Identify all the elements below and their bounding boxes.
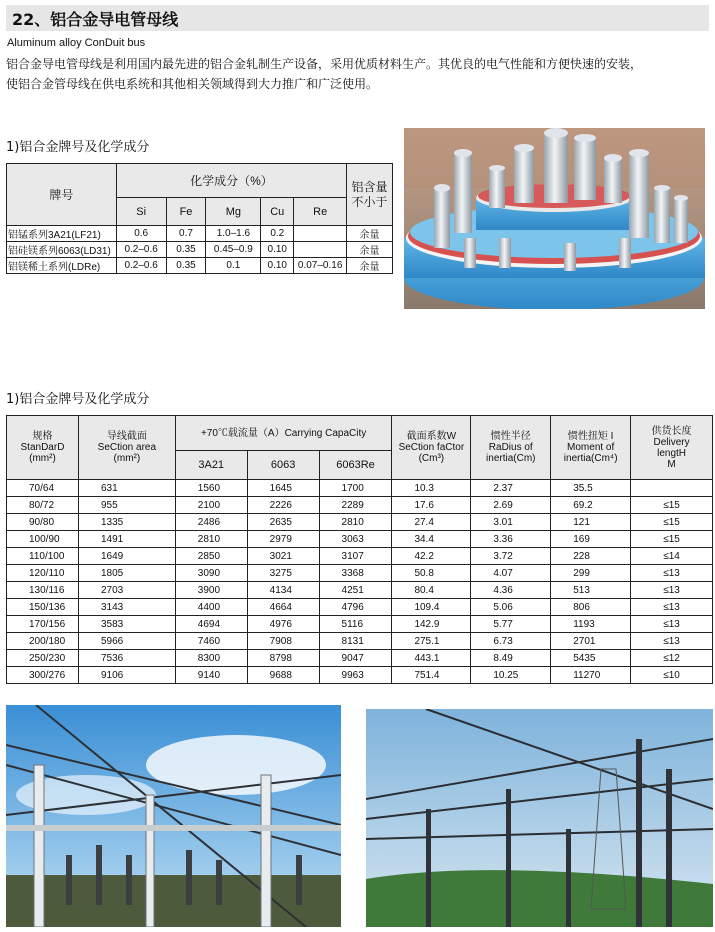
m-header-en: Moment of [567, 442, 615, 453]
table-row [7, 480, 713, 497]
area-value: 1335 [78, 514, 175, 531]
current-3a21: 3090 [175, 565, 247, 582]
radius-value: 2.69 [471, 497, 551, 514]
page-title: 22、铝合金导电管母线 [12, 9, 179, 29]
current-6063re: 1700 [319, 480, 392, 497]
radius-value: 5.06 [471, 599, 551, 616]
radius-value: 10.25 [471, 667, 551, 684]
current-6063re: 9047 [319, 650, 392, 667]
table-row [7, 650, 713, 667]
delivery-length-value: ≤13 [631, 565, 713, 582]
current-6063: 2635 [247, 514, 319, 531]
table-row [7, 497, 713, 514]
section-factor-value: 10.3 [392, 480, 471, 497]
si-value: 0.6 [116, 226, 166, 242]
current-6063re: 9963 [319, 667, 392, 684]
d-header-en: Delivery [653, 436, 690, 448]
conduit-display-photo [404, 128, 705, 309]
d-header-unit: M [667, 458, 676, 470]
radius-value: 2.37 [471, 480, 551, 497]
m-header-unit: inertia(Cm⁴) [563, 453, 618, 464]
std-value: 80/72 [7, 497, 79, 514]
re-value [294, 242, 347, 258]
current-6063re: 5116 [319, 616, 392, 633]
table-row [7, 565, 713, 582]
moment-value: 169 [551, 531, 631, 548]
delivery-length-value: ≤12 [631, 650, 713, 667]
std-value: 110/100 [7, 548, 79, 565]
std-value: 250/230 [7, 650, 79, 667]
current-6063: 3275 [247, 565, 319, 582]
r-header-cn: 惯性半径 [490, 431, 531, 442]
section-factor-header [392, 416, 471, 480]
delivery-length-value: ≤13 [631, 633, 713, 650]
table-row [7, 582, 713, 599]
delivery-header [631, 416, 713, 480]
current-6063re: 2289 [319, 497, 392, 514]
area-value: 5966 [78, 633, 175, 650]
delivery-length-value: ≤13 [631, 599, 713, 616]
current-3a21: 3900 [175, 582, 247, 599]
std-value: 300/276 [7, 667, 79, 684]
current-6063: 7908 [247, 633, 319, 650]
section-factor-value: 34.4 [392, 531, 471, 548]
col-6063: 6063 [247, 451, 319, 480]
area-value: 1491 [78, 531, 175, 548]
delivery-length-value: ≤15 [631, 497, 713, 514]
element-fe: Fe [166, 198, 206, 226]
area-header-cn: 导线截面 [106, 431, 147, 442]
moment-value: 513 [551, 582, 631, 599]
delivery-length-value: ≤10 [631, 667, 713, 684]
radius-header [471, 416, 551, 480]
moment-value: 2701 [551, 633, 631, 650]
al-header-line1: 铝含量 [351, 179, 388, 194]
std-header-en: StanDarD [20, 442, 65, 453]
current-header: +70℃载流量（A）Carrying CapaCity [175, 416, 392, 451]
std-header-cn: 规格 [32, 431, 53, 442]
moment-value: 1193 [551, 616, 631, 633]
intro-line-1: 铝合金导电管母线是利用国内最先进的铝合金轧制生产设备，采用优质材料生产。其优良的电气性能和方便快速的安装， [6, 57, 643, 71]
current-6063re: 4251 [319, 582, 392, 599]
table-row [7, 599, 713, 616]
mg-value: 0.1 [206, 258, 261, 274]
table-row [7, 226, 393, 242]
element-cu: Cu [261, 198, 294, 226]
std-value: 130/116 [7, 582, 79, 599]
std-value: 70/64 [7, 480, 79, 497]
table-row [7, 616, 713, 633]
section-factor-value: 42.2 [392, 548, 471, 565]
col-3a21: 3A21 [175, 451, 247, 480]
table-row [7, 531, 713, 548]
table-row [7, 548, 713, 565]
mg-value: 1.0–1.6 [206, 226, 261, 242]
cu-value: 0.10 [261, 258, 294, 274]
english-subtitle: Aluminum alloy ConDuit bus [7, 37, 146, 49]
intro-line-2: 使铝合金管母线在供电系统和其他相关领域得到大力推广和广泛使用。 [6, 77, 379, 91]
area-value: 3583 [78, 616, 175, 633]
current-6063re: 8131 [319, 633, 392, 650]
si-value: 0.2–0.6 [116, 242, 166, 258]
radius-value: 5.77 [471, 616, 551, 633]
current-6063: 2979 [247, 531, 319, 548]
chem-header: 化学成分（%） [116, 164, 346, 198]
radius-value: 6.73 [471, 633, 551, 650]
al-header-line2: 不小于 [351, 194, 388, 209]
delivery-length-value: ≤13 [631, 582, 713, 599]
moment-value: 5435 [551, 650, 631, 667]
area-value: 2703 [78, 582, 175, 599]
substation-photo-right [366, 709, 713, 927]
area-header-en: SeCtion area [97, 442, 157, 453]
section-factor-value: 27.4 [392, 514, 471, 531]
current-3a21: 7460 [175, 633, 247, 650]
al-value: 余量 [347, 258, 393, 274]
intro-paragraph [6, 54, 711, 94]
current-6063: 3021 [247, 548, 319, 565]
moment-value: 35.5 [551, 480, 631, 497]
alloy-grade: 铝锰系列3A21(LF21) [7, 226, 117, 242]
current-3a21: 2850 [175, 548, 247, 565]
moment-value: 299 [551, 565, 631, 582]
current-3a21: 2486 [175, 514, 247, 531]
delivery-length-value [631, 480, 713, 497]
area-value: 1649 [78, 548, 175, 565]
moment-value: 121 [551, 514, 631, 531]
alloy-grade: 铝硅镁系列6063(LD31) [7, 242, 117, 258]
w-header-en: SeCtion faCtor [398, 442, 465, 453]
current-6063: 4134 [247, 582, 319, 599]
current-6063: 9688 [247, 667, 319, 684]
std-value: 100/90 [7, 531, 79, 548]
current-6063: 8798 [247, 650, 319, 667]
alloy-composition-table [6, 163, 393, 274]
current-6063: 1645 [247, 480, 319, 497]
radius-value: 4.07 [471, 565, 551, 582]
r-header-unit: inertia(Cm) [486, 453, 536, 464]
section-factor-value: 142.9 [392, 616, 471, 633]
std-header [7, 416, 79, 480]
section-factor-value: 275.1 [392, 633, 471, 650]
current-3a21: 2810 [175, 531, 247, 548]
section-factor-value: 443.1 [392, 650, 471, 667]
section2-heading: 1)铝合金牌号及化学成分 [6, 392, 150, 407]
title-bar [6, 5, 709, 31]
area-header-unit: (mm²) [113, 453, 141, 464]
alloy-grade: 铝镁稀土系列(LDRe) [7, 258, 117, 274]
current-3a21: 9140 [175, 667, 247, 684]
table-row [7, 667, 713, 684]
mg-value: 0.45–0.9 [206, 242, 261, 258]
current-6063: 2226 [247, 497, 319, 514]
std-value: 150/136 [7, 599, 79, 616]
current-3a21: 8300 [175, 650, 247, 667]
area-value: 955 [78, 497, 175, 514]
conduit-spec-table [6, 415, 713, 684]
element-mg: Mg [206, 198, 261, 226]
re-value: 0.07–0.16 [294, 258, 347, 274]
col-6063re: 6063Re [319, 451, 392, 480]
current-3a21: 4400 [175, 599, 247, 616]
d-header-cn: 供货长度 [651, 425, 692, 437]
current-6063re: 3063 [319, 531, 392, 548]
section-factor-value: 751.4 [392, 667, 471, 684]
section-factor-value: 50.8 [392, 565, 471, 582]
current-3a21: 1560 [175, 480, 247, 497]
table-row [7, 633, 713, 650]
radius-value: 3.72 [471, 548, 551, 565]
element-re: Re [294, 198, 347, 226]
current-6063re: 3107 [319, 548, 392, 565]
radius-value: 3.01 [471, 514, 551, 531]
cu-value: 0.2 [261, 226, 294, 242]
current-6063re: 3368 [319, 565, 392, 582]
radius-value: 3.36 [471, 531, 551, 548]
w-header-unit: (Cm³) [418, 453, 445, 464]
grade-header: 牌号 [7, 164, 117, 226]
moment-value: 806 [551, 599, 631, 616]
area-value: 631 [78, 480, 175, 497]
al-value: 余量 [347, 242, 393, 258]
std-value: 120/110 [7, 565, 79, 582]
substation-photo-left [6, 705, 341, 927]
current-6063re: 2810 [319, 514, 392, 531]
fe-value: 0.35 [166, 242, 206, 258]
area-header [78, 416, 175, 480]
al-header [347, 164, 393, 226]
table-row [7, 242, 393, 258]
delivery-length-value: ≤15 [631, 531, 713, 548]
area-value: 7536 [78, 650, 175, 667]
current-6063: 4664 [247, 599, 319, 616]
w-header-cn: 截面系数W [406, 431, 457, 442]
std-value: 200/180 [7, 633, 79, 650]
table-row [7, 258, 393, 274]
radius-value: 8.49 [471, 650, 551, 667]
std-value: 90/80 [7, 514, 79, 531]
table-row [7, 514, 713, 531]
moment-value: 11270 [551, 667, 631, 684]
d-header-en2: lengtH [657, 447, 686, 459]
radius-value: 4.36 [471, 582, 551, 599]
r-header-en: RaDius of [488, 442, 533, 453]
area-value: 1805 [78, 565, 175, 582]
fe-value: 0.35 [166, 258, 206, 274]
spec-table-body [7, 480, 713, 684]
std-header-unit: (mm²) [29, 453, 56, 464]
current-6063: 4976 [247, 616, 319, 633]
alloy-table-body [7, 226, 393, 274]
al-value: 余量 [347, 226, 393, 242]
element-si: Si [116, 198, 166, 226]
area-value: 3143 [78, 599, 175, 616]
moment-header [551, 416, 631, 480]
re-value [294, 226, 347, 242]
moment-value: 228 [551, 548, 631, 565]
fe-value: 0.7 [166, 226, 206, 242]
current-3a21: 2100 [175, 497, 247, 514]
std-value: 170/156 [7, 616, 79, 633]
section-factor-value: 17.6 [392, 497, 471, 514]
delivery-length-value: ≤14 [631, 548, 713, 565]
area-value: 9106 [78, 667, 175, 684]
delivery-length-value: ≤13 [631, 616, 713, 633]
current-3a21: 4694 [175, 616, 247, 633]
moment-value: 69.2 [551, 497, 631, 514]
delivery-length-value: ≤15 [631, 514, 713, 531]
cu-value: 0.10 [261, 242, 294, 258]
m-header-cn: 惯性扭矩 I [567, 431, 614, 442]
section-factor-value: 80.4 [392, 582, 471, 599]
si-value: 0.2–0.6 [116, 258, 166, 274]
current-6063re: 4796 [319, 599, 392, 616]
section-factor-value: 109.4 [392, 599, 471, 616]
section1-heading: 1)铝合金牌号及化学成分 [6, 140, 150, 155]
